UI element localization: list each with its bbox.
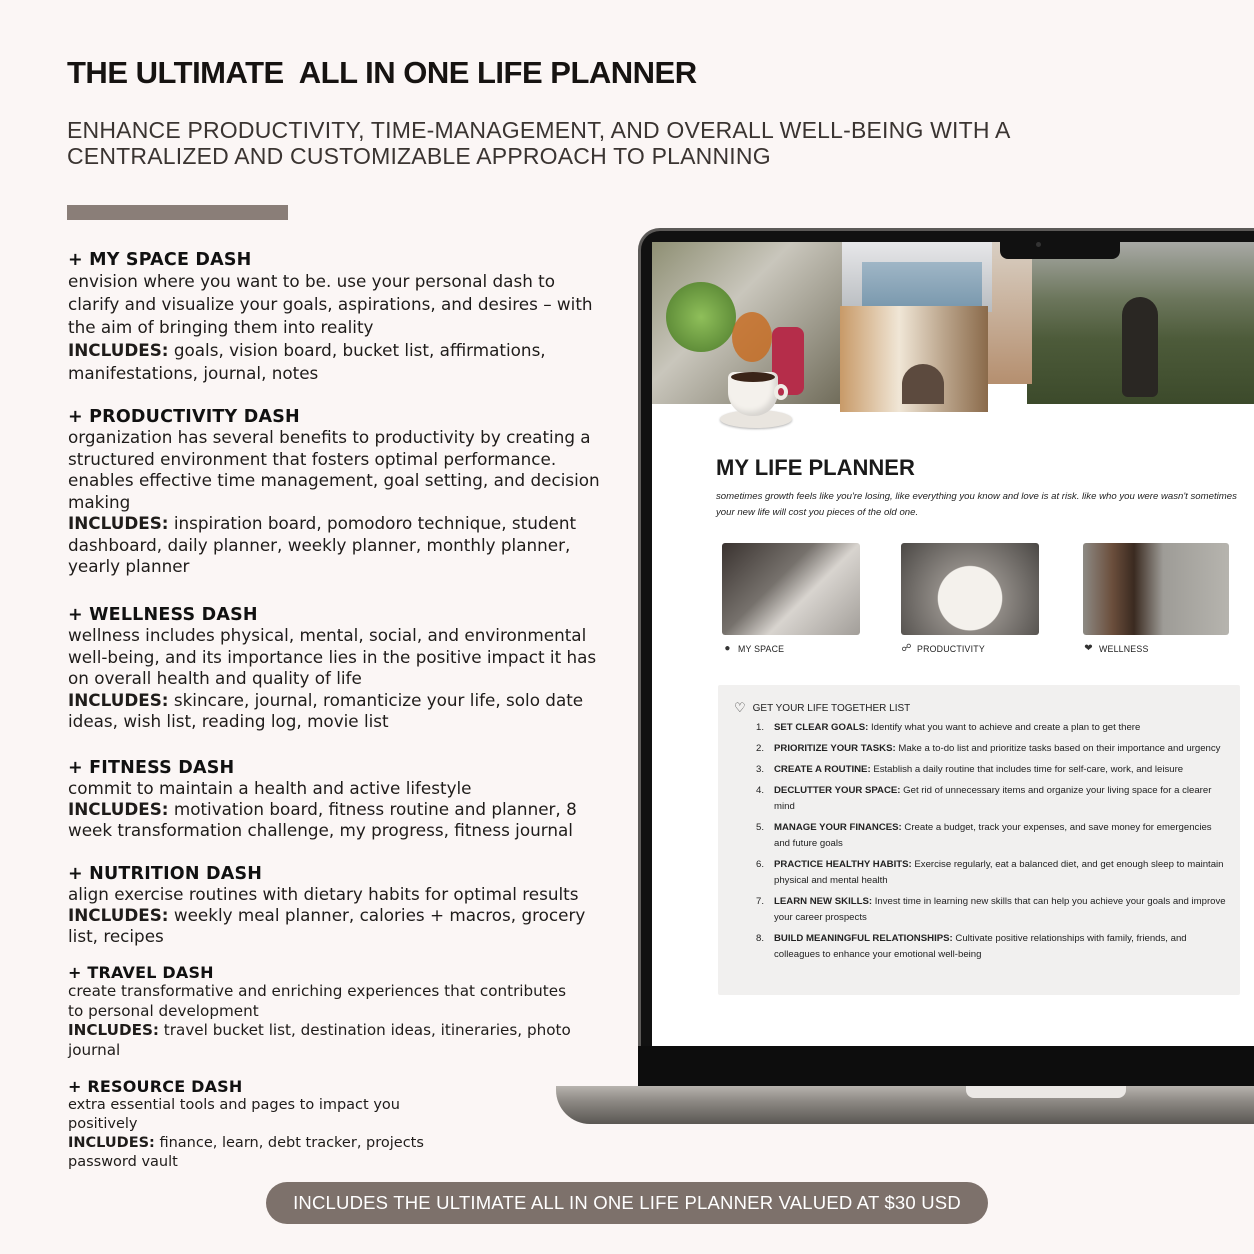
value-pill-banner: INCLUDES THE ULTIMATE ALL IN ONE LIFE PLANNER VALUED AT $30 USD [266, 1182, 988, 1224]
feature-includes [68, 339, 608, 385]
feature-heading: + PRODUCTIVITY DASH [68, 407, 300, 427]
includes-text: weekly meal planner, calories + macros, grocery list, recipes [68, 905, 586, 946]
cup-handle [774, 384, 788, 400]
includes-label: INCLUDES: [68, 799, 169, 819]
list-item [756, 783, 1226, 815]
feature-includes [68, 1021, 578, 1060]
page-title: THE ULTIMATE ALL IN ONE LIFE PLANNER [67, 55, 697, 90]
list-item [756, 820, 1226, 852]
feature-fitness [68, 758, 608, 841]
feature-description: organization has several benefits to productivity by creating a structured environment that fosters optimal performance. enables effective time management, goal setting, and decision making [68, 427, 600, 512]
cup-coffee [731, 372, 775, 382]
feature-heading: + MY SPACE DASH [68, 250, 252, 270]
list-number: 3. [756, 764, 765, 775]
card-image[interactable] [722, 543, 860, 635]
feature-includes [68, 513, 608, 578]
includes-label: INCLUDES: [68, 513, 169, 533]
list-item-title: LEARN NEW SKILLS: [774, 896, 873, 907]
feature-description: align exercise routines with dietary habits for optimal results [68, 884, 579, 904]
laptop-screen [652, 242, 1254, 1046]
feature-description: create transformative and enriching experiences that contributes to personal development [68, 982, 567, 1020]
feature-heading: + NUTRITION DASH [68, 864, 263, 884]
list-item [756, 741, 1226, 757]
feature-wellness [68, 605, 608, 733]
card-caption[interactable] [901, 643, 1039, 654]
includes-text: travel bucket list, destination ideas, itineraries, photo journal [68, 1021, 571, 1059]
card-productivity[interactable] [901, 543, 1039, 654]
feature-includes [68, 905, 608, 947]
life-together-list [718, 685, 1240, 995]
list-number: 6. [756, 859, 765, 870]
includes-text: finance, learn, debt tracker, projects password vault [68, 1135, 424, 1170]
link-icon: ☍ [901, 643, 912, 654]
feature-includes [68, 799, 608, 841]
feature-includes [68, 1134, 428, 1172]
feature-description: extra essential tools and pages to impact you positively [68, 1097, 400, 1132]
card-label: WELLNESS [1099, 643, 1149, 654]
includes-label: INCLUDES: [68, 1021, 159, 1039]
coffee-cup-icon [720, 368, 788, 428]
includes-label: INCLUDES: [68, 340, 169, 360]
feature-heading: + RESOURCE DASH [68, 1077, 243, 1096]
list-item-title: MANAGE YOUR FINANCES: [774, 822, 902, 833]
list-item-text: Exercise regularly, eat a balanced diet, and get enough sleep to maintain physical and mental health [774, 859, 1224, 886]
includes-text: goals, vision board, bucket list, affirmations, manifestations, journal, notes [68, 340, 546, 383]
collage-photo-cucumber [666, 282, 736, 352]
list-item-text: Establish a daily routine that includes time for self-care, work, and leisure [870, 764, 1184, 775]
feature-description: envision where you want to be. use your personal dash to clarify and visualize your goals, aspirations, and desires – with the aim of bringing them into reality [68, 271, 593, 337]
includes-text: inspiration board, pomodoro technique, student dashboard, daily planner, weekly planner, monthly planner, yearly planner [68, 513, 577, 576]
includes-label: INCLUDES: [68, 689, 169, 710]
card-caption[interactable] [722, 643, 860, 654]
planner-title: MY LIFE PLANNER [716, 455, 915, 480]
includes-text: skincare, journal, romanticize your life, solo date ideas, wish list, reading log, movie list [68, 689, 584, 731]
list-item-title: PRACTICE HEALTHY HABITS: [774, 859, 912, 870]
list-item-title: SET CLEAR GOALS: [774, 722, 869, 733]
list-item-text: Invest time in learning new skills that can help you achieve your goals and improve your career prospects [774, 896, 1226, 923]
laptop-base-lip [966, 1086, 1126, 1098]
card-my-space[interactable] [722, 543, 860, 654]
list-item-title: CREATE A ROUTINE: [774, 764, 871, 775]
collage-figure [1122, 297, 1158, 397]
card-image[interactable] [1083, 543, 1229, 635]
list-item-text: Make a to-do list and prioritize tasks based on their importance and urgency [895, 743, 1221, 754]
laptop-base [556, 1086, 1254, 1124]
list-item [756, 857, 1226, 889]
list-item [756, 720, 1226, 736]
list-item-text: Cultivate positive relationships with family, friends, and colleagues to enhance your emotional well-being [774, 933, 1187, 960]
collage-photo-person [902, 364, 944, 404]
list-number: 2. [756, 743, 765, 754]
page-subtitle: ENHANCE PRODUCTIVITY, TIME-MANAGEMENT, AND OVERALL WELL-BEING WITH A CENTRALIZED AND CUSTOMIZABLE APPROACH TO PLANNING [67, 117, 1010, 169]
feature-heading: + WELLNESS DASH [68, 605, 258, 625]
list-item [756, 931, 1226, 963]
includes-label: INCLUDES: [68, 905, 169, 925]
list-item-title: PRIORITIZE YOUR TASKS: [774, 743, 896, 754]
list-item-text: Create a budget, track your expenses, and save money for emergencies and future goals [774, 822, 1212, 849]
person-icon: ● [724, 643, 731, 654]
feature-productivity [68, 407, 608, 578]
feature-travel [68, 963, 578, 1060]
feature-resource [68, 1077, 428, 1172]
feature-description: wellness includes physical, mental, social, and environmental well-being, and its importance lies in the positive impact it has on overall health and quality of life [68, 625, 597, 688]
camera-notch [1000, 242, 1120, 259]
accent-bar [67, 205, 288, 220]
list-number: 1. [756, 722, 765, 733]
list-number: 4. [756, 785, 765, 796]
feature-heading: + FITNESS DASH [68, 758, 235, 778]
feature-nutrition [68, 864, 608, 947]
list-item [756, 762, 1226, 778]
list-item-text: Get rid of unnecessary items and organize your living space for a clearer mind [774, 785, 1212, 812]
card-image[interactable] [901, 543, 1039, 635]
card-label: PRODUCTIVITY [917, 643, 985, 654]
card-caption[interactable] [1083, 643, 1229, 654]
includes-text: motivation board, fitness routine and planner, 8 week transformation challenge, my progress, fitness journal [68, 799, 577, 840]
list-item-title: BUILD MEANINGFUL RELATIONSHIPS: [774, 933, 953, 944]
list-number: 7. [756, 896, 765, 907]
numbered-list [756, 720, 1226, 968]
card-wellness[interactable] [1083, 543, 1229, 654]
list-header [734, 700, 910, 716]
laptop-bottom-bezel [638, 1046, 1254, 1086]
list-item-text: Identify what you want to achieve and create a plan to get there [868, 722, 1141, 733]
includes-label: INCLUDES: [68, 1135, 155, 1151]
planner-quote: sometimes growth feels like you're losing, like everything you know and love is at risk. like who you were wasn't sometimes your new life will cost you pieces of the old one. [716, 491, 1237, 518]
collage-photo-fruit [732, 312, 772, 362]
feature-my-space [68, 250, 608, 385]
list-item [756, 894, 1226, 926]
list-number: 8. [756, 933, 765, 944]
feature-heading: + TRAVEL DASH [68, 963, 214, 982]
feature-includes [68, 690, 608, 733]
list-number: 5. [756, 822, 765, 833]
card-label: MY SPACE [738, 643, 785, 654]
heart-outline-icon: ♡ [734, 700, 746, 715]
list-title: GET YOUR LIFE TOGETHER LIST [752, 702, 911, 714]
heart-icon: ❤ [1084, 643, 1093, 654]
list-item-title: DECLUTTER YOUR SPACE: [774, 785, 901, 796]
feature-description: commit to maintain a health and active lifestyle [68, 778, 472, 798]
